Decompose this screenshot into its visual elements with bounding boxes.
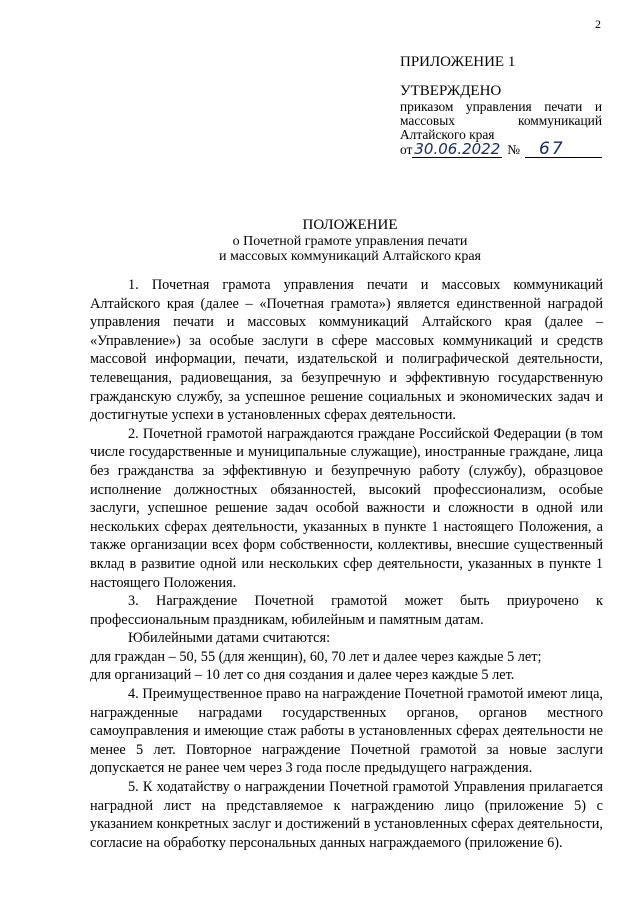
paragraph-jubilee-intro: Юбилейными датами считаются: <box>128 630 331 647</box>
title-line-3: и массовых коммуникаций Алтайского края <box>219 249 481 264</box>
order-number: 67 <box>525 142 602 158</box>
paragraph-jubilee-organizations: для организаций – 10 лет со дня создания и далее через каждые 5 лет. <box>90 667 515 684</box>
title-heading: ПОЛОЖЕНИЕ <box>302 217 398 233</box>
page-number: 2 <box>595 17 601 31</box>
paragraph-4: 4. Преимущественное право на награждение Почетной грамотой имеют лица, награжденные наградами государственных органов, органов местного самоуправления и имеющие стаж работы в установленных сферах деятельности не менее 5 лет. Повторное награждение Почетной грамотой за новые заслуги допускается не ранее чем через 3 года после предыдущего награждения. <box>90 686 603 777</box>
document-body <box>90 276 603 852</box>
paragraph-5: 5. К ходатайству о награждении Почетной грамотой Управления прилагается наградной лист на представляемое к награждению лицо (приложение 5) с указанием конкретных заслуг и достижений в установленных сферах деятельности, согласие на обработку персональных данных награждаемого (приложение 6). <box>90 779 603 851</box>
paragraph-1: 1. Почетная грамота управления печати и массовых коммуникаций Алтайского края (далее – «Почетная грамота») является единственной наградой управления печати и массовых коммуникаций Алтайского края (далее – «Управление») за особые заслуги в сфере массовых коммуникаций и средств массовой информации, печати, издательской и полиграфической деятельности, телевещания, радиовещания, за безупречную и эффективную государственную гражданскую службу, за успешное решение социальных и экономических задач и достигнутые успехи в установленных сферах деятельности. <box>90 277 603 424</box>
paragraph-2: 2. Почетной грамотой награждаются граждане Российской Федерации (в том числе государственные и муниципальные служащие), иностранные граждане, лица без гражданства за эффективную и безупречную работу (службу), образцовое исполнение должностных обязанностей, высокий профессионализм, особые заслуги, успешное решение задач особой важности и сложности в одной или нескольких сферах деятельности, указанных в пункте 1 настоящего Положения, а также организации всех форм собственности, коллективы, внесшие существенный вклад в развитие одной или нескольких сфер деятельности, указанных в пункте 1 настоящего Положения. <box>90 425 603 591</box>
order-text: приказом управления печати и массовых коммуникаций Алтайского края <box>400 99 602 142</box>
number-sign: № <box>507 142 521 157</box>
order-date-line <box>400 139 602 159</box>
paragraph-jubilee-citizens: для граждан – 50, 55 (для женщин), 60, 70 лет и далее через каждые 5 лет; <box>90 648 542 665</box>
document-title <box>90 218 610 265</box>
order-date: 30.06.2022 <box>414 140 501 158</box>
appendix-label: ПРИЛОЖЕНИЕ 1 <box>400 54 516 70</box>
title-line-2: о Почетной грамоте управления печати <box>232 233 468 249</box>
approved-label: УТВЕРЖДЕНО <box>400 83 502 99</box>
approval-block <box>400 53 602 158</box>
date-prefix: от <box>400 142 413 157</box>
paragraph-3: 3. Награждение Почетной грамотой может быть приурочено к профессиональным праздникам, юбилейным и памятным датам. <box>90 593 603 628</box>
